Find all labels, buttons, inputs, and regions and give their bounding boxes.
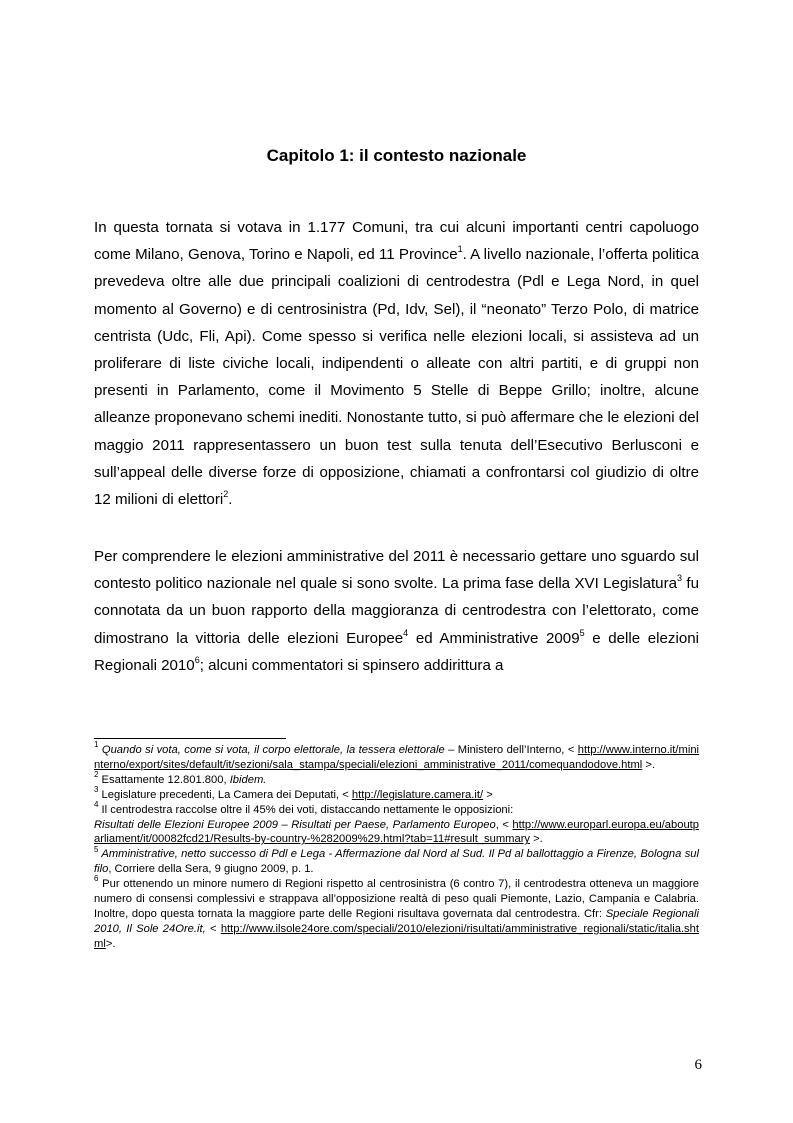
footnote-text: Esattamente 12.801.800, (98, 773, 230, 786)
footnote-4 (94, 799, 700, 848)
footnote-ref[interactable]: 1 (457, 244, 463, 255)
footnote-ref[interactable]: 5 (579, 627, 585, 638)
footnote-number: 3 (94, 784, 99, 794)
footnote-separator (94, 738, 286, 739)
footnote-text: >. (642, 758, 656, 771)
footnote-text: , Corriere della Sera, 9 giugno 2009, p. 1. (108, 863, 314, 876)
footnote-italic: Risultati delle Elezioni Europee 2009 – Risultati per Paese, Parlamento Europeo (94, 818, 496, 831)
footnote-text: >. (105, 937, 116, 950)
footnote-text: > (483, 788, 493, 801)
footnote-text: Pur ottenendo un minore numero di Regioni rispetto al centrosinistra (6 contro 7), il centrodestra otteneva un maggiore numero di consensi complessivi e strappava all’opposizione realtà di peso quali Piemonte, Lazio, Campania e Calabria. Inoltre, dopo questa tornata la maggiore parte delle Regioni risultava governata dal centrodestra. Cfr: (94, 878, 699, 920)
footnote-number: 1 (94, 740, 99, 750)
footnote-3 (94, 784, 699, 803)
paragraph-text: ; alcuni commentatori si spinsero addirittura a (199, 656, 504, 674)
footnote-5 (94, 844, 699, 877)
footnote-number: 2 (94, 770, 99, 780)
paragraph-2 (94, 543, 699, 679)
paragraph-text: fu connotata da un buon rapporto della maggioranza di centrodestra con l’elettorato, come dimostrano la vittoria delle elezioni Europee (94, 575, 699, 647)
page-number: 6 (694, 1057, 702, 1073)
footnote-text: Legislature precedenti, La Camera dei Deputati, < (98, 788, 352, 801)
paragraph-text: Per comprendere le elezioni amministrative del 2011 è necessario gettare uno sguardo sul contesto politico nazionale nel quale si sono svolte. La prima fase della XVI Legislatura (94, 548, 699, 593)
footnote-text: – Ministero dell’Interno, < (444, 744, 575, 756)
footnote-number: 4 (94, 799, 99, 809)
footnote-link[interactable]: http://legislature.camera.it/ (351, 788, 484, 801)
footnote-italic: Quando si vota, come si vota, il corpo elettorale, la tessera elettorale (101, 744, 445, 756)
footnote-text: < (205, 922, 217, 935)
footnote-text: Il centrodestra raccolse oltre il 45% dei voti, distaccando nettamente le opposizioni: (98, 803, 514, 816)
footnote-ref[interactable]: 2 (223, 489, 229, 499)
footnote-italic: Ibidem. (229, 773, 267, 786)
footnote-text: , < (495, 818, 509, 831)
footnote-italic: Speciale Regionali 2010, Il Sole 24Ore.it, (94, 907, 699, 935)
paragraph-text: ed Amministrative 2009 (408, 629, 580, 647)
footnote-italic: Amministrative, netto successo di Pdl e Lega - Affermazione dal Nord al Sud. Il Pd al ballottaggio a Firenze, Bologna sul filo (94, 848, 699, 876)
paragraph-1 (94, 214, 699, 513)
footnote-6 (94, 874, 699, 952)
footnotes (94, 740, 700, 952)
footnote-link[interactable]: http://www.europarl.europa.eu/aboutparliament/it/00082fcd21/Results-by-country-%282009%29.html?tab=11#result_summary (94, 818, 700, 846)
footnote-ref[interactable]: 6 (194, 654, 200, 665)
paragraph-text: e delle elezioni Regionali 2010 (94, 629, 699, 674)
footnote-1 (94, 740, 700, 773)
footnote-number: 5 (94, 844, 99, 854)
footnote-link[interactable]: http://www.interno.it/mininterno/export/sites/default/it/sezioni/sala_stampa/speciali/elezioni_amministrative_2011/comequandodove.html (94, 744, 700, 771)
chapter-title: Capitolo 1: il contesto nazionale (266, 146, 527, 165)
footnote-2 (94, 770, 699, 788)
footnote-link[interactable]: http://www.ilsole24ore.com/speciali/2010/elezioni/risultati/amministrative_regionali/static/italia.shtml (94, 922, 699, 950)
paragraph-text: . (228, 491, 233, 509)
paragraph-text: In questa tornata si votava in 1.177 Comuni, tra cui alcuni importanti centri capoluogo come Milano, Genova, Torino e Napoli, ed 11 Province (94, 219, 699, 264)
footnote-number: 6 (94, 874, 99, 884)
footnote-ref[interactable]: 4 (403, 627, 409, 638)
footnote-text: >. (530, 833, 543, 846)
footnote-ref[interactable]: 3 (677, 573, 683, 584)
paragraph-text: . A livello nazionale, l’offerta politica prevedeva oltre alle due principali coalizioni di centrodestra (Pdl e Lega Nord, in quel momento al Governo) e di centrosinistra (Pd, Idv, Sel), il “neonato” Terzo Polo, di matrice centrista (Udc, Fli, Api). Come spesso si verifica nelle elezioni locali, si assisteva ad un proliferare di liste civiche locali, indipendenti o alleate con altri partiti, e di gruppi non presenti in Parlamento, come il Movimento 5 Stelle di Beppe Grillo; inoltre, alcune alleanze proponevano schemi inediti. Nonostante tutto, si può affermare che le elezioni del maggio 2011 rappresentassero un buon test sulla tenuta dell’Esecutivo Berlusconi e sull’appeal delle diverse forze di opposizione, chiamati a confrontarsi col giudizio di oltre 12 milioni di elettori (94, 246, 699, 509)
